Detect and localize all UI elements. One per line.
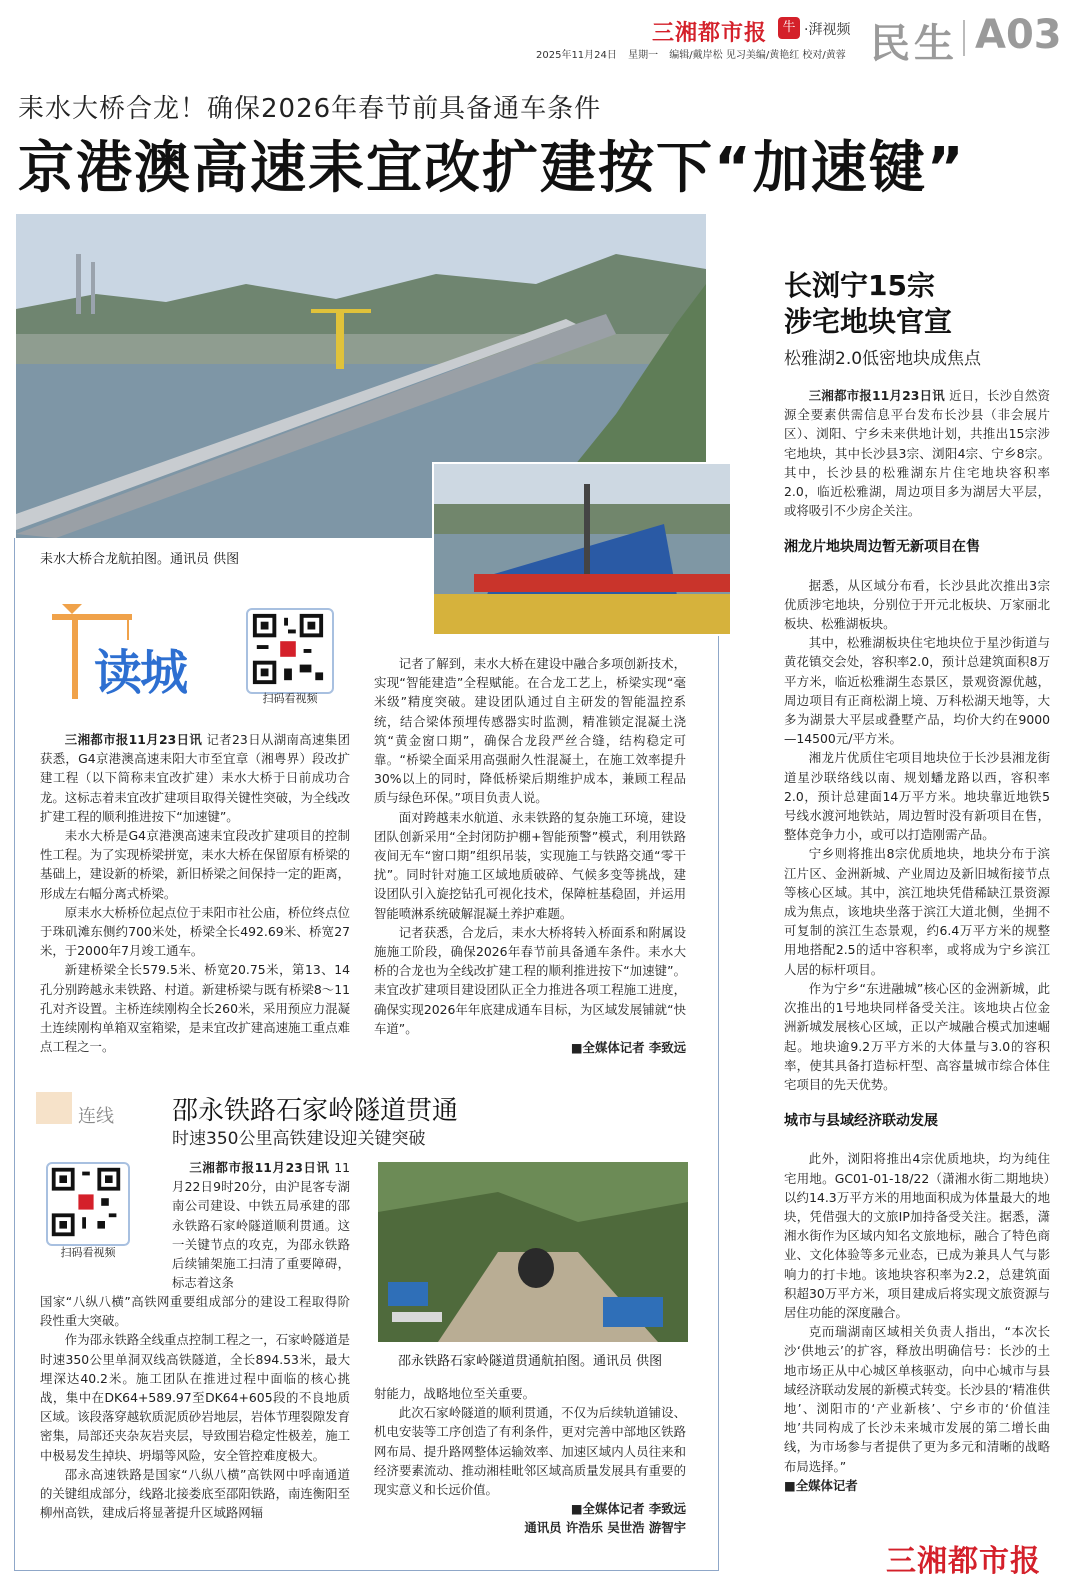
lead-byline: ■全媒体记者 李致远 — [570, 1040, 686, 1056]
tunnel-subtitle: 时速350公里高铁建设迎关键突破 — [172, 1129, 426, 1149]
side-para-8: 克而瑞湖南区域相关负责人指出，“本次长沙‘供地云’的扩容，释放出明确信号：长沙的土地市场正从中心城区单核驱动，向中心城市与县域经济联动发展的新模式转变。长沙县的‘精准供地’、浏阳市的‘产业新核’、宁乡市的‘价值洼地’共同构成了长沙未来城市发展的第二增长曲线，为市场参与者提供了更为多元和清晰的战略布局选择。” — [784, 1324, 1050, 1474]
lead-para-3: 原耒水大桥桥位起点位于耒阳市社公庙，桥位终点位于珠矶滩东侧约700米处，桥梁全长492.69米、桥宽27米，于2000年7月竣工通车。 — [40, 904, 350, 959]
footer-brand-logo: 三湘都市报 — [886, 1544, 1041, 1579]
section-name: 民生 — [870, 21, 958, 67]
tunnel-column-1 — [40, 1292, 350, 1522]
side-heading-1: 湘龙片地块周边暂无新项目在售 — [784, 539, 980, 556]
tunnel-qr-code[interactable] — [46, 1162, 130, 1246]
tunnel-para-3-cont: 射能力，战略地位至关重要。 — [374, 1386, 536, 1401]
tunnel-qr-label: 扫码看视频 — [60, 1246, 116, 1259]
tunnel-byline: ■全媒体记者 李致远 — [570, 1501, 686, 1517]
tunnel-photo — [378, 1162, 688, 1342]
side-para-3: 其中，松雅湖板块住宅地块位于星沙街道与黄花镇交会处，容积率2.0，预计总建筑面积8万平方米，临近松雅湖生态景区，景观资源优越，周边项目有正商松湖上境、万科松湖天地等，大多为湖景大平层或叠墅产品，均价大约在9000—14500元/平方米。 — [784, 635, 1050, 747]
qr-code-icon — [48, 1164, 124, 1240]
masthead-brand: 三湘都市报 — [652, 21, 768, 46]
lead-headline: 京港澳高速耒宜改扩建按下“加速键” — [18, 136, 966, 201]
qr-code-icon — [248, 610, 328, 688]
masthead-meta — [536, 46, 846, 61]
side-heading-2: 城市与县域经济联动发展 — [784, 1113, 938, 1130]
side-para-1: 三湘都市报11月23日讯 近日，长沙自然资源全要素供需信息平台发布长沙县（非会展片区）、浏阳、宁乡未来供地计划，共推出15宗涉宅地块，其中长沙县3宗、浏阳4宗、宁乡8宗。其中，长沙县的松雅湖东片住宅地块容积率2.0，临近松雅湖，周边项目多为湖居大平层，或将吸引不少房企关注。 — [784, 388, 1050, 519]
lead-para-6: 面对跨越耒水航道、永耒铁路的复杂施工环境，建设团队创新采用“全封闭防护棚+智能预警”模式，利用铁路夜间无车“窗口期”组织吊装，实现施工与铁路交通“零干扰”。同时针对施工区域地质破碎、气候多变等挑战，建设团队引入旋挖钻孔可视化技术，保障桩基稳固，并运用智能喷淋系统破解混凝土养护难题。 — [374, 809, 686, 921]
side-byline: ■全媒体记者 — [784, 1477, 858, 1493]
side-subtitle: 松雅湖2.0低密地块成焦点 — [784, 349, 982, 369]
tunnel-photo-caption: 邵永铁路石家岭隧道贯通航拍图。通讯员 供图 — [398, 1354, 663, 1369]
tunnel-para-2: 作为邵永铁路全线重点控制工程之一，石家岭隧道是时速350公里单洞双线高铁隧道，全长894.53米，最大埋深达40.2米。施工团队在推进过程中面临的核心挑战，集中在DK64+589.97至DK64+605段的不良地质区域。该段落穿越软质泥质砂岩地层，岩体节理裂隙发育密集，局部还夹杂灰岩夹层，导致围岩稳定性极差，施工中极易发生掉块、坍塌等风险，安全管控难度极大。 — [40, 1332, 350, 1463]
lead-qr-code[interactable] — [246, 608, 334, 694]
issue-date: 2025年11月24日 — [536, 50, 617, 61]
lead-column-1 — [40, 730, 350, 1056]
tunnel-intro — [172, 1158, 350, 1292]
lead-column-2 — [374, 654, 686, 1057]
bridge-photo-caption: 耒水大桥合龙航拍图。通讯员 供图 — [40, 552, 240, 567]
lead-para-1: 三湘都市报11月23日讯 记者23日从湖南高速集团获悉，G4京港澳高速耒阳大市至宜章（湘粤界）段改扩建工程（以下简称耒宜改扩建）耒水大桥于日前成功合龙。这标志着耒宜改扩建项目取得关键性突破，为全线改扩建工程的顺利推进按下“加速键”。 — [40, 732, 350, 824]
side-para-4: 湘龙片优质住宅项目地块位于长沙县湘龙街道星沙联络线以南、规划蟠龙路以西，容积率2.0，预计总建面14万平方米。地块靠近地铁5号线水渡河地铁站，周边暂时没有新项目在售，整体竞争力小，或可以打造刚需产品。 — [784, 750, 1050, 843]
video-label: ·湃视频 — [804, 22, 851, 38]
tunnel-para-1: 三湘都市报11月23日讯 11月22日9时20分，由沪昆客专湖南公司建设、中铁五局承建的邵永铁路石家岭隧道顺利贯通。这一关键节点的攻克，为邵永铁路后续铺架施工扫清了重要障碍，标志着这条 — [172, 1160, 350, 1291]
tunnel-byline-2: 通讯员 许浩乐 吴世浩 游智宇 — [524, 1520, 686, 1536]
tunnel-para-4: 此次石家岭隧道的顺利贯通，不仅为后续轨道铺设、机电安装等工序创造了有利条件，更对完善中部地区铁路网布局、提升路网整体运输效率、加速区域内人员往来和经济要素流动、推动湘桂毗邻区域高质量发展具有重要的现实意义和长远价值。 — [374, 1405, 686, 1498]
lead-para-2: 耒水大桥是G4京港澳高速耒宜段改扩建项目的控制性工程。为了实现桥梁拼宽，耒水大桥在保留原有桥梁的基础上，建设新的桥梁，新旧桥梁之间保持一定的距离，形成左右幅分离式桥梁。 — [40, 828, 350, 901]
editors-line: 编辑/戴岸松 见习美编/黄艳红 校对/黄蓉 — [669, 50, 846, 61]
lianxian-tag-bg — [36, 1092, 72, 1124]
video-logo-icon: 牛 — [778, 17, 800, 39]
side-para-5: 宁乡则将推出8宗优质地块，地块分布于滨江片区、金洲新城、产业周边及新旧城衔接节点等核心区域。其中，滨江地块凭借稀缺江景资源成为焦点，该地块坐落于滨江大道北侧，坐拥不可复制的滨江生态景观，约6.4万平方米的规整用地搭配2.5的适中容积率，或将成为宁乡滨江人居的标杆项目。 — [784, 846, 1050, 977]
side-title-line-1: 长浏宁15宗 — [784, 269, 935, 302]
lead-kicker: 耒水大桥合龙！确保2026年春节前具备通车条件 — [18, 94, 602, 124]
lianxian-tag: 连线 — [78, 1106, 114, 1127]
tunnel-para-1-cont: 国家“八纵八横”高铁网重要组成部分的建设工程取得阶段性重大突破。 — [40, 1294, 350, 1329]
tunnel-column-2 — [374, 1384, 686, 1538]
side-para-7: 此外，浏阳将推出4宗优质地块，均为纯住宅用地。GC01-01-18/22（潇湘水街二期地块）以约14.3万平方米的用地面积成为体量最大的地块，凭借强大的文旅IP加持备受关注。据悉，潇湘水街作为区域内知名文旅地标，融合了特色商业、文化体验等多元业态，已成为兼具人气与影响力的打卡地。该地块容积率为2.2，总建筑面积超30万平方米，项目建成后将实现文旅资源与居住功能的深度融合。 — [784, 1151, 1050, 1320]
side-para-6: 作为宁乡“东进融城”核心区的金洲新城，此次推出的1号地块同样备受关注。该地块占位金洲新城发展核心区域，正以产城融合模式加速崛起。地块逾9.2万平方米的大体量与3.0的容积率，使其具备打造标杆型、高容量城市综合体住宅项目的先天优势。 — [784, 980, 1050, 1092]
bridge-inset-photo — [432, 462, 732, 636]
tunnel-para-3: 邵永高速铁路是国家“八纵八横”高铁网中呼南通道的关键组成部分，线路北接娄底至邵阳铁路，南连衡阳至柳州高铁，建成后将显著提升区域路网辐 — [40, 1466, 350, 1521]
lead-qr-label: 扫码看视频 — [262, 692, 318, 705]
lead-para-4: 新建桥梁全长579.5米、桥宽20.75米，第13、14孔分别跨越永耒铁路、村道。新建桥梁与既有桥梁8～11孔对齐设置。主桥连续刚构全长260米，采用预应力混凝土连续刚构单箱双室箱梁，是耒宜改扩建高速施工重点难点工程之一。 — [40, 962, 350, 1055]
page-number: A03 — [975, 12, 1062, 58]
issue-weekday: 星期一 — [628, 50, 659, 61]
read-city-text: 读城 — [94, 645, 187, 701]
read-city-logo — [42, 604, 232, 704]
lead-para-7: 记者获悉，合龙后，耒水大桥将转入桥面系和附属设施施工阶段，确保2026年春节前具备通车条件。耒水大桥的合龙也为全线改扩建工程的顺利推进按下“加速键”。耒宜改扩建项目建设团队正全力推进各项工程施工进度，确保实现2026年年底建成通车目标，为区域发展铺就“快车道”。 — [374, 924, 686, 1036]
side-para-2: 据悉，从区域分布看，长沙县此次推出3宗优质涉宅地块，分别位于开元北板块、万家丽北板块、松雅湖板块。 — [784, 577, 1050, 632]
masthead-divider — [963, 20, 965, 56]
side-column — [784, 386, 1050, 1495]
side-title-line-2: 涉宅地块官宣 — [784, 305, 953, 338]
tunnel-title: 邵永铁路石家岭隧道贯通 — [172, 1096, 459, 1126]
lead-para-5: 记者了解到，耒水大桥在建设中融合多项创新技术，实现“智能建造”全程赋能。在合龙工艺上，桥梁实现“毫米级”精度突破。建设团队通过自主研发的智能温控系统，结合梁体预埋传感器实时监测，精准锁定混凝土浇筑“黄金窗口期”，确保合龙段严丝合缝，结构稳定可靠。“桥梁全面采用高强耐久性混凝土，在施工效率提升30%以上的同时，降低桥梁后期维护成本，兼顾工程品质与绿色环保。”项目负责人说。 — [374, 656, 686, 806]
